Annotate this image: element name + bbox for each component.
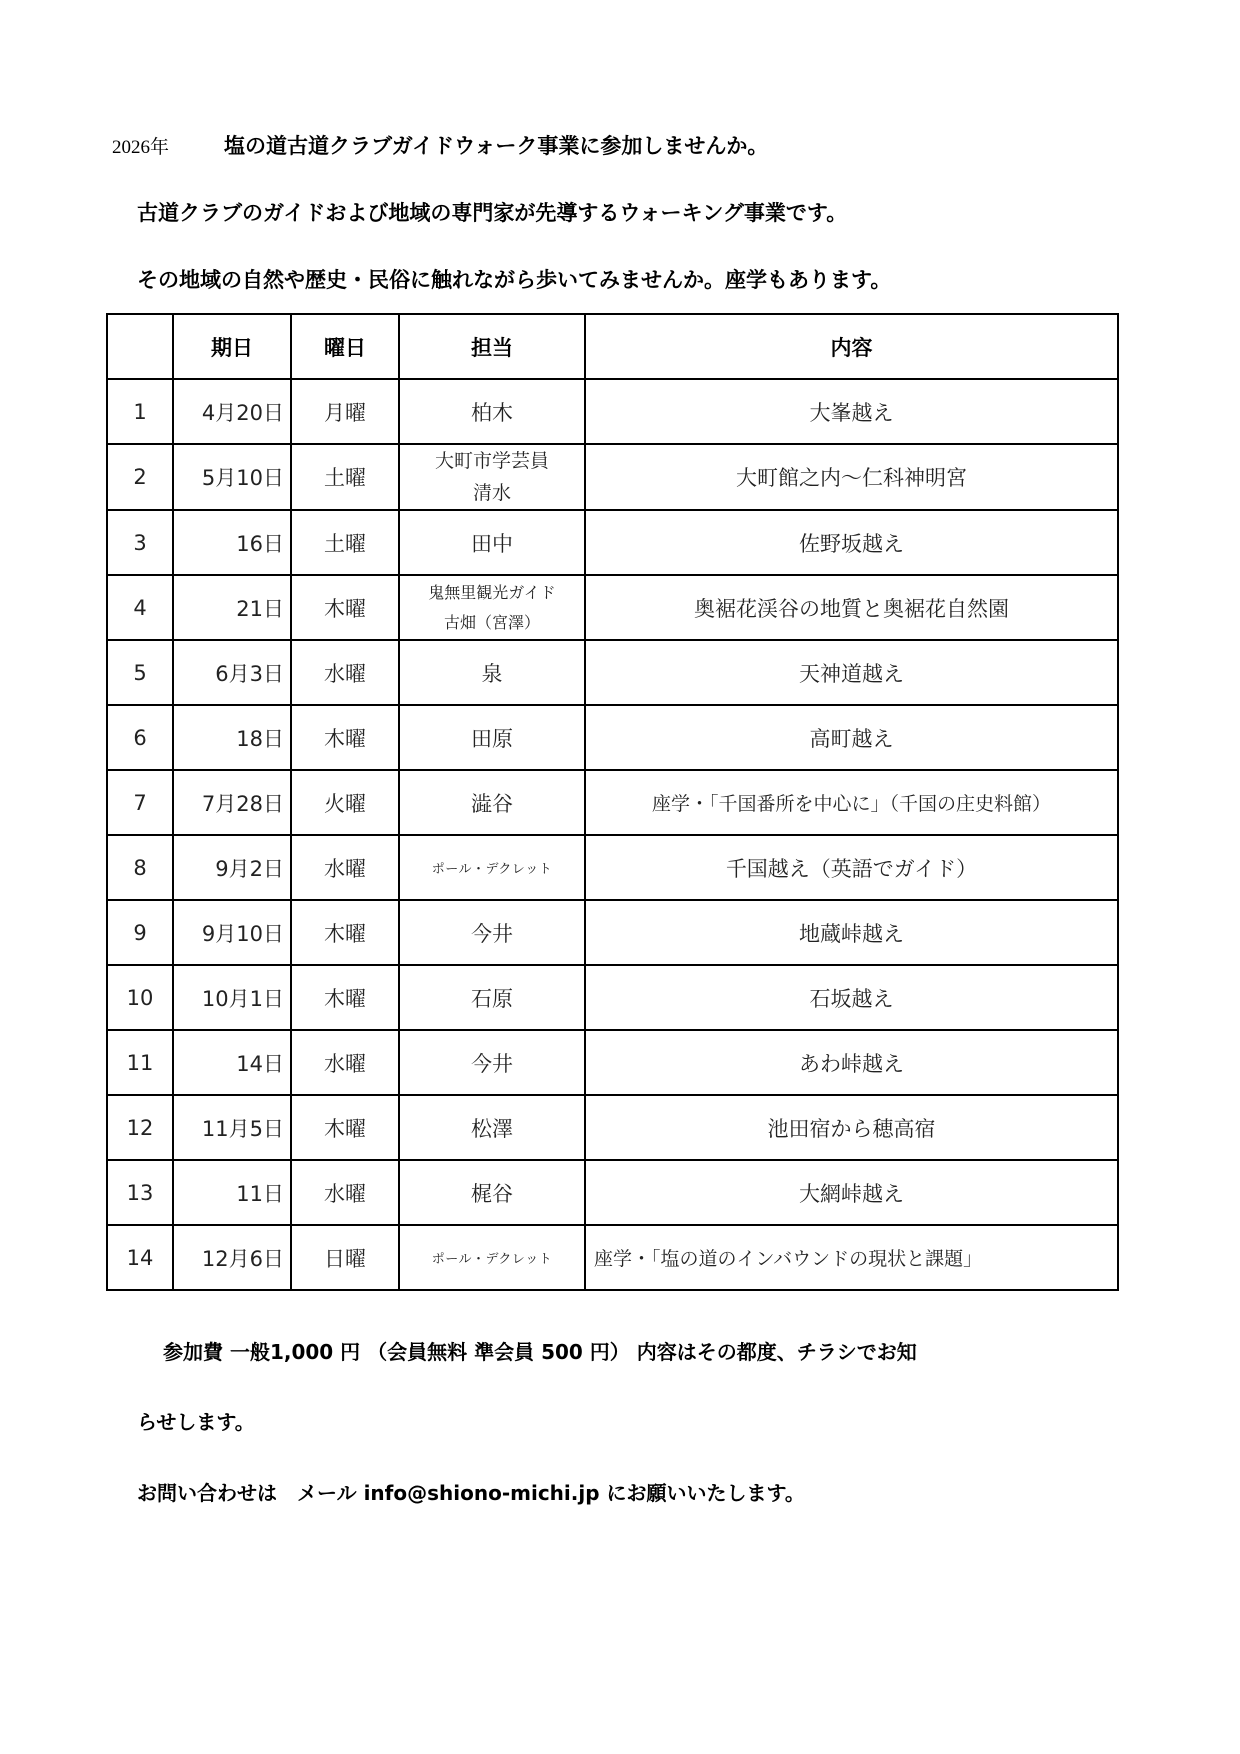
table-row (107, 444, 1118, 510)
event-guide: 今井 (399, 900, 585, 965)
row-number: 5 (107, 640, 173, 705)
event-guide: 澁谷 (399, 770, 585, 835)
guide-line: 古畑（宮澤） (443, 612, 540, 632)
event-weekday: 月曜 (291, 379, 399, 444)
table-row (107, 770, 1118, 835)
event-content: 大町館之内〜仁科神明宮 (585, 444, 1118, 510)
row-number: 9 (107, 900, 173, 965)
event-weekday: 木曜 (291, 900, 399, 965)
event-content: 大網峠越え (585, 1160, 1118, 1225)
table-header-row (107, 314, 1118, 379)
event-weekday: 日曜 (291, 1225, 399, 1290)
row-number: 2 (107, 444, 173, 510)
event-date: 14日 (173, 1030, 291, 1095)
event-guide: 柏木 (399, 379, 585, 444)
event-content: 奥裾花渓谷の地質と奥裾花自然園 (585, 575, 1118, 640)
event-weekday: 水曜 (291, 835, 399, 900)
event-content: 佐野坂越え (585, 510, 1118, 575)
event-content: 天神道越え (585, 640, 1118, 705)
table-row (107, 900, 1118, 965)
event-date: 12月6日 (173, 1225, 291, 1290)
event-guide: ポール・デクレット (399, 835, 585, 900)
contact-suffix: にお願いいたします。 (599, 1481, 805, 1505)
column-header-weekday: 曜日 (291, 314, 399, 379)
event-weekday: 木曜 (291, 1095, 399, 1160)
column-header-content: 内容 (585, 314, 1118, 379)
row-number: 11 (107, 1030, 173, 1095)
table-row (107, 965, 1118, 1030)
event-date: 18日 (173, 705, 291, 770)
event-date: 9月10日 (173, 900, 291, 965)
event-content: 座学・「千国番所を中心に」（千国の庄史料館） (585, 770, 1118, 835)
table-row (107, 1160, 1118, 1225)
event-content: 池田宿から穂高宿 (585, 1095, 1118, 1160)
year-label: 2026年 (112, 137, 170, 158)
contact-line (137, 1477, 805, 1506)
event-date: 6月3日 (173, 640, 291, 705)
title-line (112, 130, 768, 160)
row-number: 10 (107, 965, 173, 1030)
event-date: 9月2日 (173, 835, 291, 900)
row-number: 7 (107, 770, 173, 835)
row-number: 6 (107, 705, 173, 770)
event-guide: ポール・デクレット (399, 1225, 585, 1290)
fee-info-line-1: 参加費 一般1,000 円 （会員無料 準会員 500 円） 内容はその都度、チラシでお知 (163, 1340, 917, 1364)
table-row (107, 835, 1118, 900)
table-row (107, 1225, 1118, 1290)
event-date: 11日 (173, 1160, 291, 1225)
table-row (107, 1095, 1118, 1160)
event-content: 座学・「塩の道のインバウンドの現状と課題」 (585, 1225, 1118, 1290)
event-weekday: 水曜 (291, 1160, 399, 1225)
event-date: 10月1日 (173, 965, 291, 1030)
event-guide (399, 444, 585, 510)
intro-line-1: 古道クラブのガイドおよび地域の専門家が先導するウォーキング事業です。 (137, 201, 848, 225)
event-content: 石坂越え (585, 965, 1118, 1030)
event-weekday: 木曜 (291, 965, 399, 1030)
contact-email-link[interactable]: info@shiono-michi.jp (363, 1481, 600, 1505)
event-content: 千国越え（英語でガイド） (585, 835, 1118, 900)
event-guide: 今井 (399, 1030, 585, 1095)
intro-line-2: その地域の自然や歴史・民俗に触れながら歩いてみませんか。座学もあります。 (137, 268, 892, 292)
event-guide: 松澤 (399, 1095, 585, 1160)
column-header-no (107, 314, 173, 379)
table-row (107, 575, 1118, 640)
event-weekday: 土曜 (291, 444, 399, 510)
event-guide: 石原 (399, 965, 585, 1030)
event-content: あわ峠越え (585, 1030, 1118, 1095)
fee-info-line-2: らせします。 (137, 1410, 255, 1434)
event-weekday: 火曜 (291, 770, 399, 835)
event-content: 大峯越え (585, 379, 1118, 444)
event-date: 16日 (173, 510, 291, 575)
event-date: 11月5日 (173, 1095, 291, 1160)
event-date: 21日 (173, 575, 291, 640)
row-number: 12 (107, 1095, 173, 1160)
column-header-date: 期日 (173, 314, 291, 379)
event-weekday: 土曜 (291, 510, 399, 575)
event-date: 7月28日 (173, 770, 291, 835)
table-row (107, 640, 1118, 705)
row-number: 1 (107, 379, 173, 444)
schedule-table (106, 313, 1119, 1291)
event-content: 高町越え (585, 705, 1118, 770)
table-row (107, 1030, 1118, 1095)
row-number: 14 (107, 1225, 173, 1290)
table-row (107, 510, 1118, 575)
row-number: 3 (107, 510, 173, 575)
event-content: 地蔵峠越え (585, 900, 1118, 965)
event-guide: 田中 (399, 510, 585, 575)
table-row (107, 379, 1118, 444)
event-weekday: 水曜 (291, 1030, 399, 1095)
event-weekday: 水曜 (291, 640, 399, 705)
row-number: 8 (107, 835, 173, 900)
event-guide: 泉 (399, 640, 585, 705)
contact-prefix: お問い合わせは メール (137, 1481, 364, 1505)
event-date: 4月20日 (173, 379, 291, 444)
row-number: 4 (107, 575, 173, 640)
event-weekday: 木曜 (291, 705, 399, 770)
table-row (107, 705, 1118, 770)
guide-line: 清水 (472, 482, 511, 504)
event-date: 5月10日 (173, 444, 291, 510)
column-header-guide: 担当 (399, 314, 585, 379)
event-guide: 梶谷 (399, 1160, 585, 1225)
event-weekday: 木曜 (291, 575, 399, 640)
event-guide (399, 575, 585, 640)
row-number: 13 (107, 1160, 173, 1225)
event-guide: 田原 (399, 705, 585, 770)
guide-line: 大町市学芸員 (434, 450, 549, 472)
page-title: 塩の道古道クラブガイドウォーク事業に参加しませんか。 (224, 134, 769, 158)
guide-line: 鬼無里観光ガイド (428, 582, 556, 602)
